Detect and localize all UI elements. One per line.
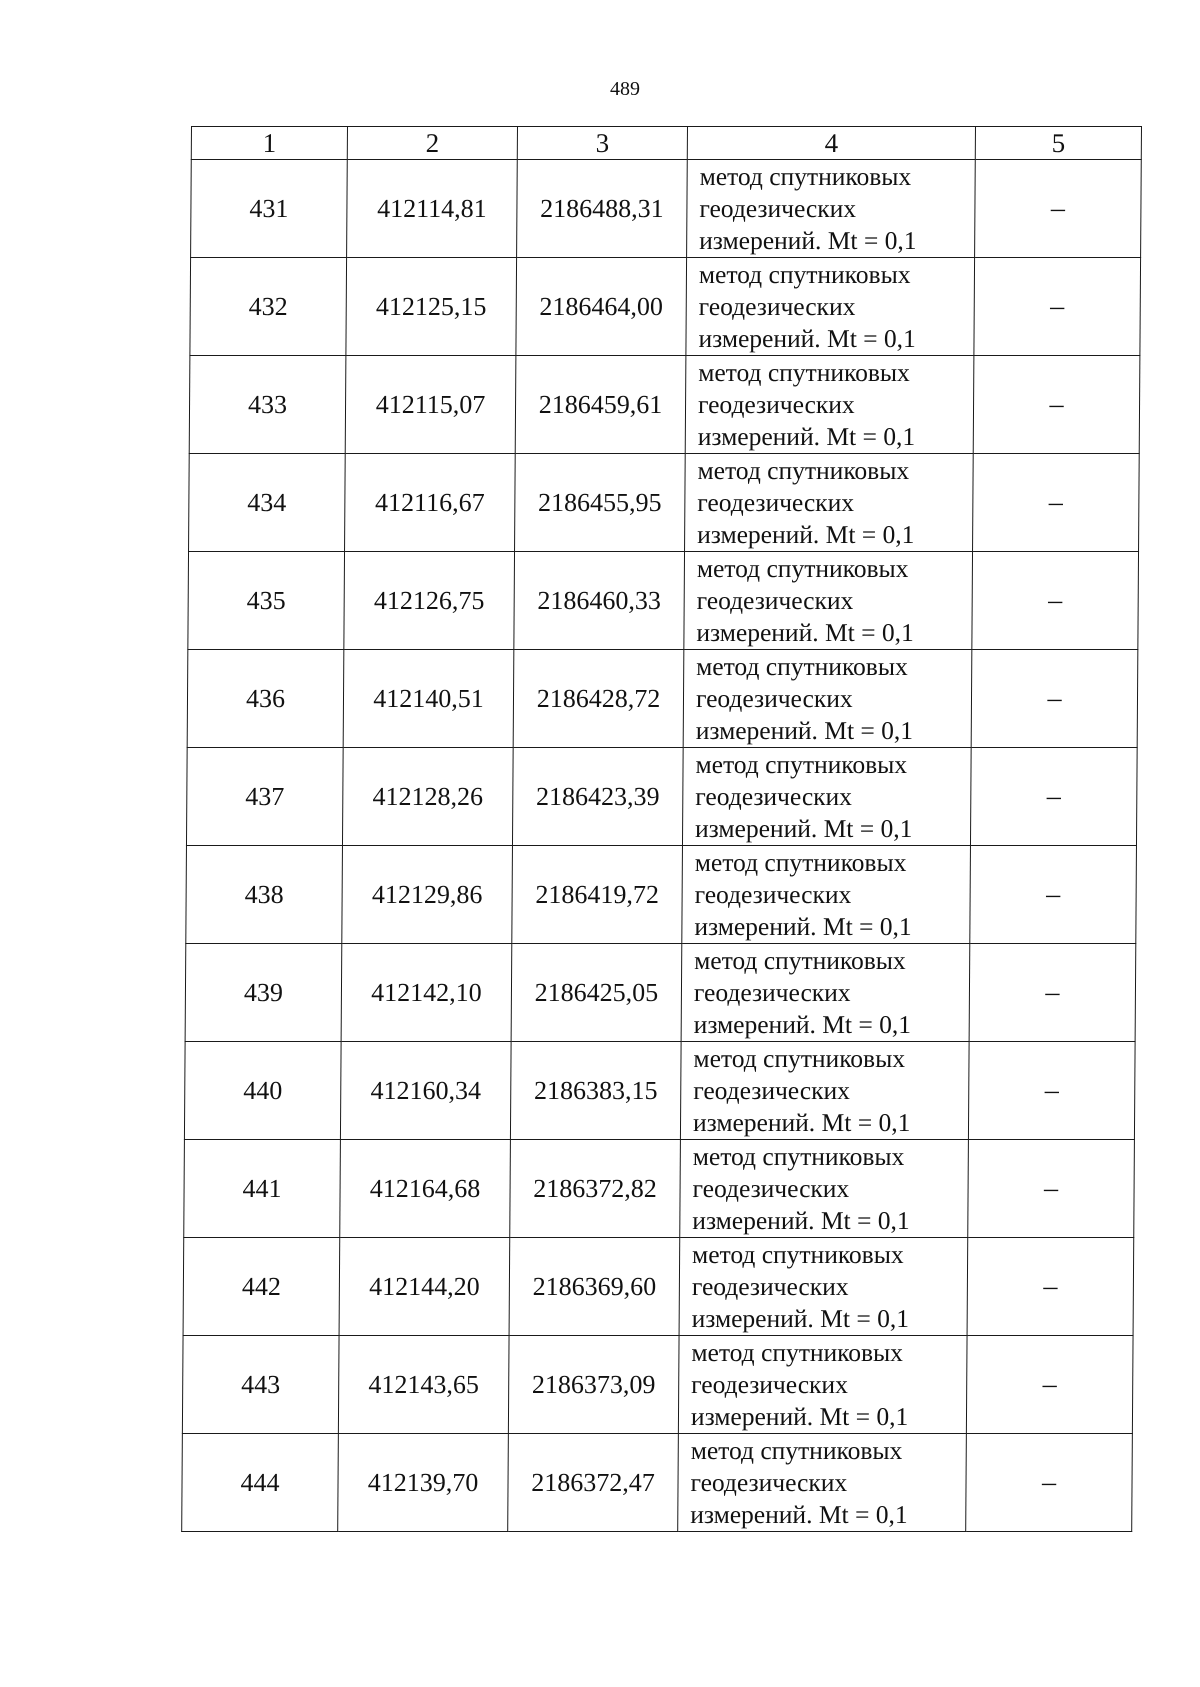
point-number-cell: 434 <box>189 454 346 552</box>
x-coordinate-cell: 412116,67 <box>345 454 516 552</box>
remark-cell: – <box>975 160 1142 258</box>
table-row <box>189 454 1140 552</box>
method-cell <box>679 1238 968 1336</box>
method-cell <box>678 1434 967 1532</box>
column-header: 4 <box>687 127 975 160</box>
y-coordinate-cell: 2186488,31 <box>517 160 688 258</box>
y-coordinate-cell: 2186425,05 <box>511 944 682 1042</box>
method-text-line: метод спутниковых <box>694 847 907 877</box>
method-text-line: геодезических <box>693 977 851 1007</box>
point-number-cell: 443 <box>182 1336 339 1434</box>
method-text-line: измерений. Mt = 0,1 <box>699 225 917 255</box>
point-number-cell: 431 <box>191 160 348 258</box>
point-number-cell: 440 <box>184 1042 341 1140</box>
method-text-line: измерений. Mt = 0,1 <box>693 1009 912 1039</box>
table-row <box>189 356 1140 454</box>
remark-cell: – <box>966 1336 1133 1434</box>
method-cell <box>685 454 974 552</box>
method-cell <box>680 1042 969 1140</box>
method-text-line: метод спутниковых <box>691 1337 904 1367</box>
method-text-line: геодезических <box>690 1467 848 1497</box>
page-number: 489 <box>610 78 640 100</box>
method-cell <box>687 160 976 258</box>
remark-cell: – <box>970 748 1137 846</box>
method-text-line: метод спутниковых <box>699 161 912 191</box>
remark-cell: – <box>967 1238 1134 1336</box>
x-coordinate-cell: 412128,26 <box>342 748 513 846</box>
method-cell <box>681 944 970 1042</box>
x-coordinate-cell: 412144,20 <box>339 1238 510 1336</box>
y-coordinate-cell: 2186383,15 <box>510 1042 681 1140</box>
method-text-line: геодезических <box>695 683 853 713</box>
method-text-line: измерений. Mt = 0,1 <box>692 1205 910 1235</box>
method-cell <box>682 748 971 846</box>
point-number-cell: 441 <box>184 1140 341 1238</box>
method-text-line: измерений. Mt = 0,1 <box>691 1303 910 1333</box>
method-text-line: геодезических <box>695 781 853 811</box>
y-coordinate-cell: 2186369,60 <box>509 1238 680 1336</box>
method-text-line: геодезических <box>697 487 855 517</box>
remark-cell: – <box>968 1140 1135 1238</box>
method-text-line: метод спутниковых <box>698 357 910 387</box>
method-text-line: измерений. Mt = 0,1 <box>695 715 914 745</box>
y-coordinate-cell: 2186428,72 <box>513 650 684 748</box>
y-coordinate-cell: 2186419,72 <box>512 846 683 944</box>
x-coordinate-cell: 412126,75 <box>344 552 515 650</box>
method-text-line: метод спутниковых <box>694 945 906 975</box>
method-text-line: измерений. Mt = 0,1 <box>694 911 912 941</box>
method-text-line: измерений. Mt = 0,1 <box>690 1499 908 1529</box>
column-header: 5 <box>975 127 1141 160</box>
method-cell <box>686 258 975 356</box>
table-row <box>184 1042 1135 1140</box>
method-text-line: геодезических <box>697 389 855 419</box>
table-row <box>182 1434 1133 1532</box>
method-text-line: измерений. Mt = 0,1 <box>696 617 914 647</box>
point-number-cell: 433 <box>189 356 346 454</box>
table-row <box>191 160 1142 258</box>
method-text-line: геодезических <box>693 1075 851 1105</box>
table-row <box>183 1238 1134 1336</box>
x-coordinate-cell: 412142,10 <box>341 944 512 1042</box>
point-number-cell: 432 <box>190 258 347 356</box>
remark-cell: – <box>969 944 1136 1042</box>
table-row <box>186 748 1137 846</box>
table-row <box>190 258 1141 356</box>
column-header: 3 <box>517 127 687 160</box>
y-coordinate-cell: 2186460,33 <box>514 552 685 650</box>
method-text-line: измерений. Mt = 0,1 <box>697 519 915 549</box>
point-number-cell: 442 <box>183 1238 340 1336</box>
method-cell <box>680 1140 969 1238</box>
x-coordinate-cell: 412164,68 <box>340 1140 511 1238</box>
y-coordinate-cell: 2186373,09 <box>508 1336 679 1434</box>
point-number-cell: 435 <box>188 552 345 650</box>
point-number-cell: 438 <box>186 846 343 944</box>
remark-cell: – <box>968 1042 1135 1140</box>
remark-cell: – <box>972 552 1139 650</box>
x-coordinate-cell: 412125,15 <box>346 258 517 356</box>
x-coordinate-cell: 412160,34 <box>340 1042 511 1140</box>
remark-cell: – <box>973 454 1140 552</box>
point-number-cell: 439 <box>185 944 342 1042</box>
x-coordinate-cell: 412140,51 <box>343 650 514 748</box>
method-text-line: геодезических <box>692 1173 850 1203</box>
method-text-line: геодезических <box>691 1271 849 1301</box>
table-header-row <box>191 127 1141 160</box>
y-coordinate-cell: 2186372,82 <box>510 1140 681 1238</box>
method-text-line: геодезических <box>691 1369 848 1399</box>
method-text-line: измерений. Mt = 0,1 <box>690 1401 909 1431</box>
method-text-line: метод спутниковых <box>695 749 908 779</box>
point-number-cell: 436 <box>187 650 344 748</box>
method-text-line: геодезических <box>696 585 854 615</box>
y-coordinate-cell: 2186459,61 <box>515 356 686 454</box>
x-coordinate-cell: 412143,65 <box>338 1336 509 1434</box>
x-coordinate-cell: 412114,81 <box>347 160 518 258</box>
method-text-line: метод спутниковых <box>697 455 910 485</box>
method-text-line: измерений. Mt = 0,1 <box>697 421 916 451</box>
column-header: 1 <box>191 127 347 160</box>
remark-cell: – <box>974 258 1141 356</box>
method-cell <box>685 356 974 454</box>
table-row <box>187 650 1138 748</box>
method-text-line: метод спутниковых <box>696 553 909 583</box>
remark-cell: – <box>973 356 1140 454</box>
point-number-cell: 437 <box>186 748 343 846</box>
method-text-line: геодезических <box>698 291 856 321</box>
point-number-cell: 444 <box>182 1434 339 1532</box>
method-text-line: метод спутниковых <box>693 1043 906 1073</box>
method-cell <box>678 1336 967 1434</box>
method-text-line: геодезических <box>699 193 857 223</box>
x-coordinate-cell: 412129,86 <box>342 846 513 944</box>
method-text-line: измерений. Mt = 0,1 <box>698 323 916 353</box>
y-coordinate-cell: 2186455,95 <box>515 454 686 552</box>
y-coordinate-cell: 2186464,00 <box>516 258 687 356</box>
coordinates-table <box>181 126 1142 1532</box>
table-row <box>188 552 1139 650</box>
method-text-line: геодезических <box>694 879 852 909</box>
method-text-line: измерений. Mt = 0,1 <box>692 1107 911 1137</box>
column-header: 2 <box>347 127 517 160</box>
table-body <box>182 160 1142 1532</box>
method-text-line: метод спутниковых <box>698 259 911 289</box>
x-coordinate-cell: 412115,07 <box>345 356 516 454</box>
y-coordinate-cell: 2186423,39 <box>512 748 683 846</box>
table-row <box>186 846 1137 944</box>
x-coordinate-cell: 412139,70 <box>338 1434 509 1532</box>
method-text-line: метод спутниковых <box>690 1435 903 1465</box>
remark-cell: – <box>970 846 1137 944</box>
method-text-line: метод спутниковых <box>696 651 908 681</box>
remark-cell: – <box>966 1434 1133 1532</box>
method-text-line: метод спутниковых <box>692 1141 905 1171</box>
y-coordinate-cell: 2186372,47 <box>508 1434 679 1532</box>
method-text-line: метод спутниковых <box>692 1239 904 1269</box>
method-cell <box>682 846 971 944</box>
table-row <box>182 1336 1133 1434</box>
remark-cell: – <box>971 650 1138 748</box>
table-row <box>184 1140 1135 1238</box>
table-row <box>185 944 1136 1042</box>
method-cell <box>683 650 972 748</box>
method-text-line: измерений. Mt = 0,1 <box>694 813 913 843</box>
method-cell <box>684 552 973 650</box>
